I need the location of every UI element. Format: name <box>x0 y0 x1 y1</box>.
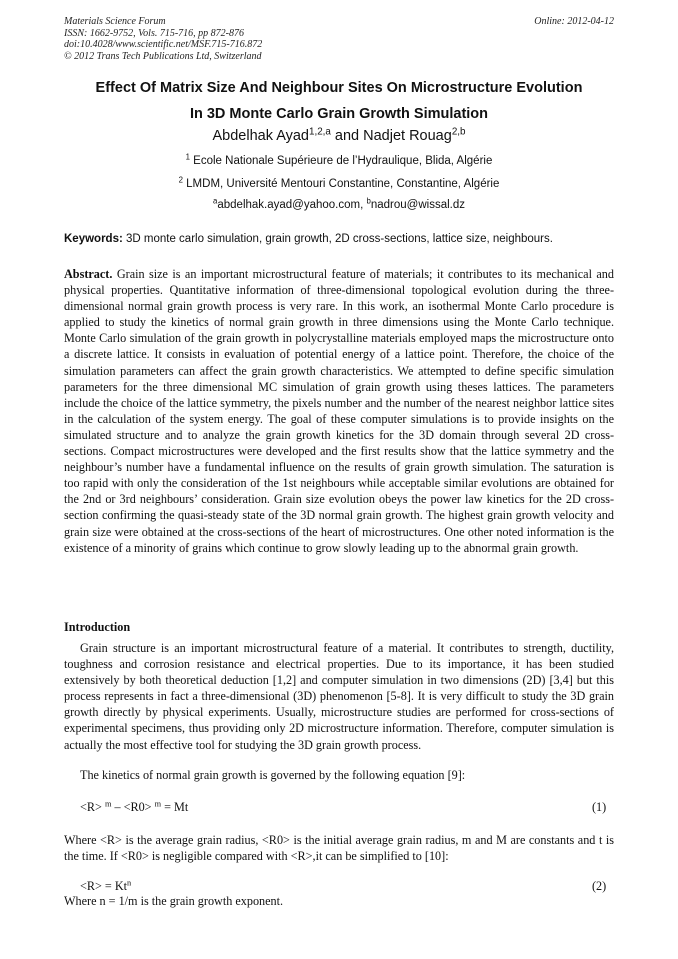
eq1-term-b: – <R0> <box>111 800 155 814</box>
keywords-label: Keywords: <box>64 233 123 245</box>
author-list <box>40 128 638 144</box>
journal-name: Materials Science Forum <box>64 16 166 27</box>
equation-1-number: (1) <box>592 800 607 814</box>
author-connector: and <box>330 128 364 144</box>
paper-title-line1: Effect Of Matrix Size And Neighbour Sites On Microstructure Evolution <box>95 80 583 96</box>
author-2-affil: 2,b <box>451 126 466 138</box>
introduction-paragraph: Grain structure is an important microstructural feature of a material. It contributes to strength, ductility, toughness and corrosion resistance and electrical properties. Due to its importance, it has been studied extensively by both theoretical deduction [1,2] and computer simulation in two dimensions (2D) [3,4] but this process represents in fact a three-dimensional (3D) phenomenon [5-8]. It is very difficult to study the 3D grain growth directly by physical experiments. Usually, microstructure studies are performed for cross-sections of experimental specimens, thus providing only 2D microstructure information. Therefore, computer simulation is actually the most effective tool for studying the 3D grain growth process. <box>64 641 614 752</box>
eq1-exp-a: m <box>104 799 112 809</box>
author-1: Abdelhak Ayad <box>212 128 309 144</box>
author-1-affil: 1,2,a <box>308 126 331 138</box>
online-date: Online: 2012-04-12 <box>534 16 614 27</box>
author-2: Nadjet Rouag <box>363 128 452 144</box>
affiliation-2-text: LMDM, Université Mentouri Constantine, Constantine, Algérie <box>182 178 500 190</box>
equation-1-explanation: Where <R> is the average grain radius, <R0> is the initial average grain radius, m and M are constants and t is the time. If <R0> is negligible compared with <R>,it can be simplified to [10]: <box>64 833 614 864</box>
paper-title-line2: In 3D Monte Carlo Grain Growth Simulation <box>189 106 489 122</box>
doi: doi:10.4028/www.scientific.net/MSF.715-716.872 <box>64 39 263 50</box>
abstract <box>64 266 614 556</box>
affiliation-1-text: Ecole Nationale Supérieure de l’Hydraulique, Blida, Algérie <box>189 155 493 167</box>
email-a-marker: a <box>213 196 218 206</box>
affiliation-2-number: 2 <box>178 175 183 185</box>
email-b-marker: b <box>366 196 371 206</box>
eq2-term: <R> = Kt <box>80 879 128 893</box>
equation-2 <box>80 879 131 894</box>
journal-info <box>64 16 262 62</box>
kinetics-sentence: The kinetics of normal grain growth is governed by the following equation [9]: <box>80 768 466 782</box>
affiliation-1 <box>40 152 638 167</box>
affiliation-1-number: 1 <box>185 152 190 162</box>
author-emails <box>40 196 638 211</box>
eq1-exp-b: m <box>154 799 162 809</box>
issn: ISSN: 1662-9752, Vols. 715-716, pp 872-876 <box>64 27 244 39</box>
introduction-heading: Introduction <box>64 620 131 634</box>
keywords <box>64 233 616 245</box>
email-a: abdelhak.ayad@yahoo.com, <box>217 199 367 211</box>
email-b: nadrou@wissal.dz <box>370 199 465 211</box>
abstract-label: Abstract. <box>64 267 113 281</box>
equation-1 <box>80 800 188 815</box>
eq1-term-a: <R> <box>80 800 105 814</box>
copyright: © 2012 Trans Tech Publications Ltd, Switzerland <box>64 50 262 62</box>
eq2-exp: n <box>127 878 132 888</box>
abstract-text: Grain size is an important microstructural feature of materials; it contributes to its mechanical and physical properties. Quantitative information of three-dimensional topological evolution during the three-dimensional normal grain growth process is very rare. In this work, an isothermal Monte Carlo procedure is applied to study the kinetics of normal grain growth in three dimensions using the Monte Carlo technique. Monte Carlo simulation of the grain growth in polycrystalline materials employed maps the microstructure onto a discrete lattice. It consists in evaluation of potential energy of a lattice point. Therefore, the choice of the simulation parameters can affect the grain growth characteristics. We attempted to define specific simulation parameters for the three dimensional MC simulation of grain growth using theses lattices. The parameters include the choice of the lattice symmetry, the pixels number and the number of the nearest neighbor lattice sites in the calculation of the system energy. The goal of these computer simulations is to provide insights on the simulated structure and to analyze the grain growth kinetics for the 3D domain through several 2D cross-sections. Compact microstructures were developed and the first results show that the lattice symmetry and the neighbour’s number have a fundamental influence on the results of grain growth simulation. The saturation is too rapid with only the consideration of the 1st neighbours while acceptable similar evolutions are obtained for the 2nd or 3rd neighbours’ consideration. Grain size evolution obeys the power law kinetics for the 2D cross-section confirming the quasi-steady state of the 3D normal grain growth. The highest grain growth velocity and grain size were obtained at the cross-sections of the heart of microstructures. One other noted information is the existence of a minority of grains which continue to grow slowly leading up to the abnormal grain growth. <box>64 267 614 555</box>
equation-2-explanation: Where n = 1/m is the grain growth exponent. <box>64 894 284 908</box>
eq1-term-c: = Mt <box>161 800 189 814</box>
keywords-text: 3D monte carlo simulation, grain growth, 2D cross-sections, lattice size, neighbours. <box>122 233 553 245</box>
equation-2-number: (2) <box>592 879 607 893</box>
affiliation-2 <box>40 175 638 190</box>
